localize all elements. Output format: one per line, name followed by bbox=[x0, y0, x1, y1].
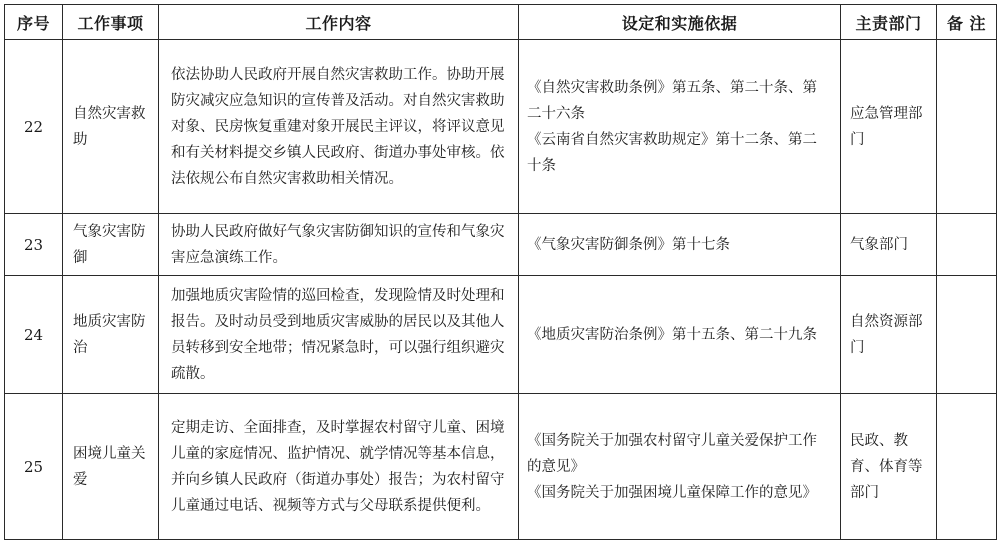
legal-basis bbox=[519, 276, 841, 394]
header-basis: 设定和实施依据 bbox=[519, 5, 841, 40]
legal-basis bbox=[519, 214, 841, 276]
table-row bbox=[5, 276, 997, 394]
row-number: 23 bbox=[5, 214, 63, 276]
work-item: 困境儿童关爱 bbox=[63, 394, 159, 540]
remarks bbox=[937, 214, 997, 276]
work-content: 协助人民政府做好气象灾害防御知识的宣传和气象灾害应急演练工作。 bbox=[159, 214, 519, 276]
remarks bbox=[937, 394, 997, 540]
remarks bbox=[937, 40, 997, 214]
legal-basis bbox=[519, 394, 841, 540]
work-content: 定期走访、全面排查，及时掌握农村留守儿童、困境儿童的家庭情况、监护情况、就学情况等基本信息，并向乡镇人民政府（街道办事处）报告；为农村留守儿童通过电话、视频等方式与父母联系提供便利。 bbox=[159, 394, 519, 540]
row-number: 24 bbox=[5, 276, 63, 394]
header-content: 工作内容 bbox=[159, 5, 519, 40]
work-content: 依法协助人民政府开展自然灾害救助工作。协助开展防灾减灾应急知识的宣传普及活动。对自然灾害救助对象、民房恢复重建对象开展民主评议，将评议意见和有关材料提交乡镇人民政府、街道办事处审核。依法依规公布自然灾害救助相关情况。 bbox=[159, 40, 519, 214]
table-row bbox=[5, 394, 997, 540]
row-number: 22 bbox=[5, 40, 63, 214]
responsible-dept: 自然资源部门 bbox=[841, 276, 937, 394]
responsible-dept: 民政、教育、体育等部门 bbox=[841, 394, 937, 540]
basis-line: 《自然灾害救助条例》第五条、第二十条、第二十六条 bbox=[527, 79, 817, 122]
basis-line: 《云南省自然灾害救助规定》第十二条、第二十条 bbox=[527, 131, 817, 174]
work-item: 气象灾害防御 bbox=[63, 214, 159, 276]
responsible-dept: 应急管理部门 bbox=[841, 40, 937, 214]
work-content: 加强地质灾害险情的巡回检查，发现险情及时处理和报告。及时动员受到地质灾害威胁的居民以及其他人员转移到安全地带；情况紧急时，可以强行组织避灾疏散。 bbox=[159, 276, 519, 394]
work-item: 自然灾害救助 bbox=[63, 40, 159, 214]
legal-basis bbox=[519, 40, 841, 214]
header-dept: 主责部门 bbox=[841, 5, 937, 40]
table-row bbox=[5, 40, 997, 214]
basis-line: 《地质灾害防治条例》第十五条、第二十九条 bbox=[527, 326, 817, 343]
header-note: 备 注 bbox=[937, 5, 997, 40]
header-no: 序号 bbox=[5, 5, 63, 40]
header-row bbox=[5, 5, 997, 40]
remarks bbox=[937, 276, 997, 394]
basis-line: 《国务院关于加强困境儿童保障工作的意见》 bbox=[527, 484, 817, 501]
table-row bbox=[5, 214, 997, 276]
row-number: 25 bbox=[5, 394, 63, 540]
header-item: 工作事项 bbox=[63, 5, 159, 40]
responsible-dept: 气象部门 bbox=[841, 214, 937, 276]
basis-line: 《国务院关于加强农村留守儿童关爱保护工作的意见》 bbox=[527, 432, 817, 475]
duties-table bbox=[4, 4, 997, 540]
basis-line: 《气象灾害防御条例》第十七条 bbox=[527, 236, 730, 253]
work-item: 地质灾害防治 bbox=[63, 276, 159, 394]
